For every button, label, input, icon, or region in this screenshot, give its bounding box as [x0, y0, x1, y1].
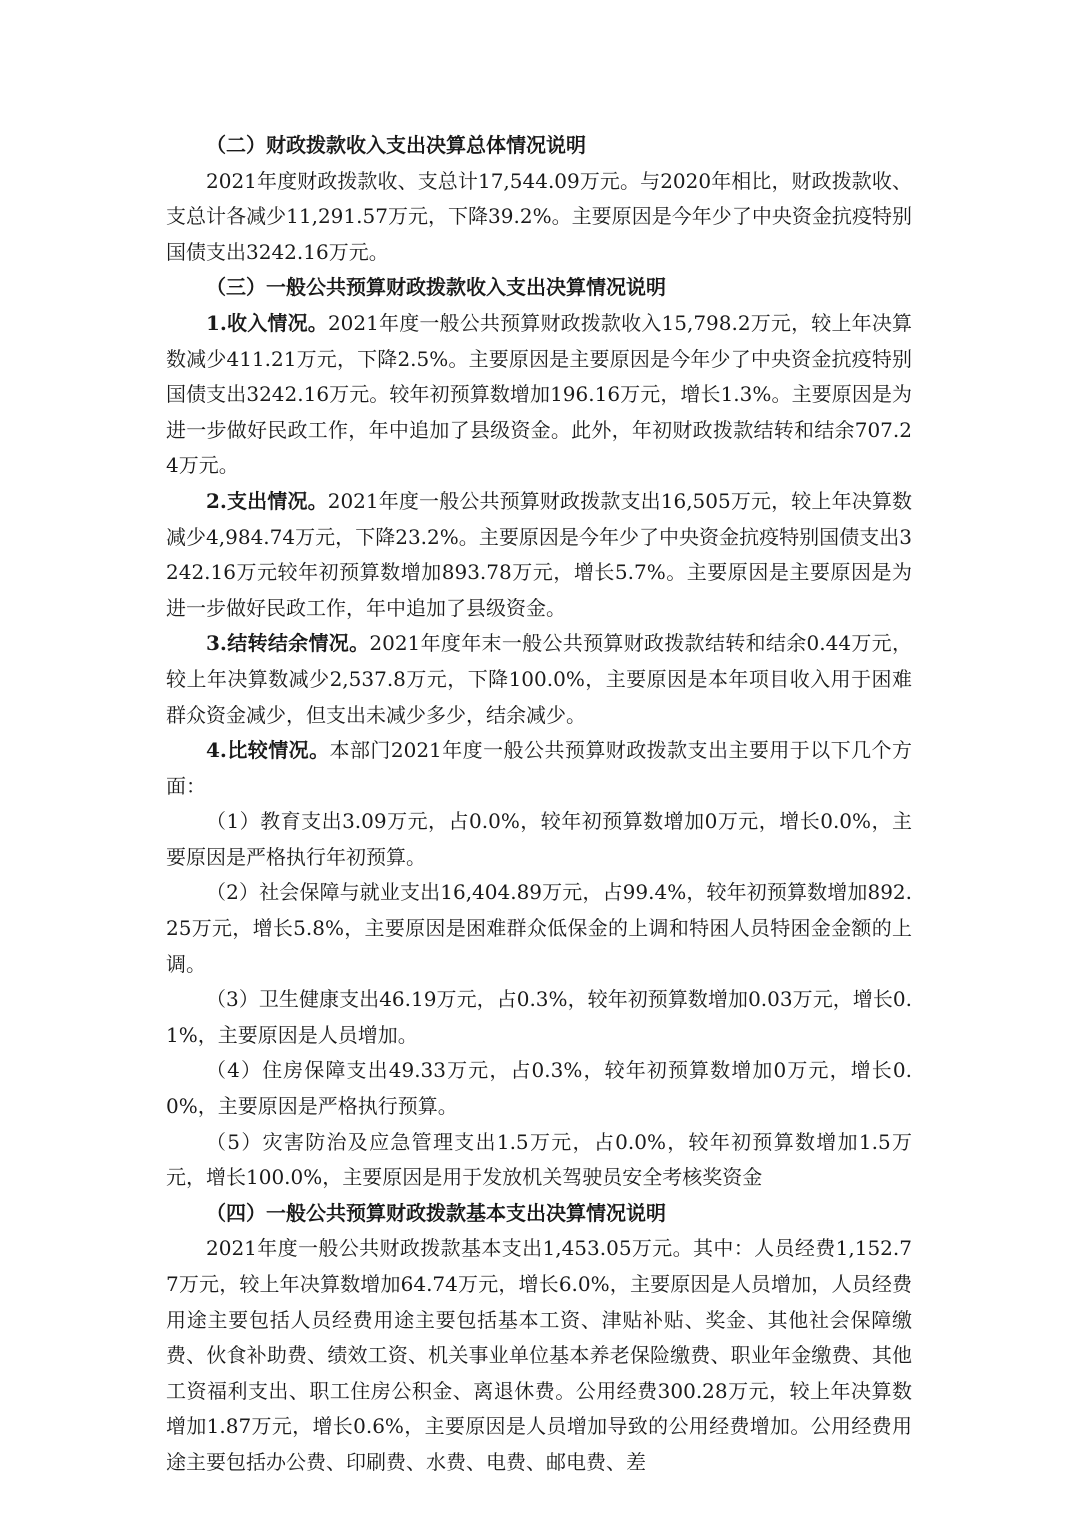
document-page — [166, 128, 912, 1481]
balance-text: 2021年度年末一般公共预算财政拨款结转和结余0.44万元，较上年决算数减少2,537.8万元，下降100.0%，主要原因是本年项目收入用于困难群众资金减少，但支出未减少多少，结余减少。 — [166, 631, 912, 727]
expenditure-text: 2021年度一般公共预算财政拨款支出16,505万元，较上年决算数减少4,984.74万元，下降23.2%。主要原因是今年少了中央资金抗疫特别国债支出3242.16万元较年初预算数增加893.78万元，增长5.7%。主要原因是主要原因是为进一步做好民政工作，年中追加了县级资金。 — [166, 488, 912, 620]
section-4-heading: （四）一般公共预算财政拨款基本支出决算情况说明 — [206, 1200, 666, 1225]
expenditure-lead: 2.支出情况。 — [206, 488, 328, 513]
section-2-heading: （二）财政拨款收入支出决算总体情况说明 — [206, 133, 586, 157]
sub-item-housing: （4）住房保障支出49.33万元，占0.3%，较年初预算数增加0万元，增长0.0%，主要原因是严格执行预算。 — [166, 1058, 912, 1119]
sub-item-disaster: （5）灾害防治及应急管理支出1.5万元，占0.0%，较年初预算数增加1.5万元，增长100.0%，主要原因是用于发放机关驾驶员安全考核奖资金 — [166, 1129, 912, 1190]
comparison-lead: 4.比较情况。 — [206, 738, 330, 763]
comparison-text: 本部门2021年度一般公共预算财政拨款支出主要用于以下几个方面： — [166, 738, 912, 798]
sub-item-education: （1）教育支出3.09万元，占0.0%，较年初预算数增加0万元，增长0.0%，主要原因是严格执行年初预算。 — [166, 809, 912, 869]
balance-paragraph — [166, 626, 912, 733]
sub-item-social-security: （2）社会保障与就业支出16,404.89万元，占99.4%，较年初预算数增加892.25万元，增长5.8%，主要原因是困难群众低保金的上调和特困人员特困金金额的上调。 — [166, 880, 912, 976]
section-3-heading: （三）一般公共预算财政拨款收入支出决算情况说明 — [206, 275, 666, 300]
income-paragraph — [166, 306, 912, 484]
income-text: 2021年度一般公共预算财政拨款收入15,798.2万元，较上年决算数减少411.21万元，下降2.5%。主要原因是主要原因是今年少了中央资金抗疫特别国债支出3242.16万元。较年初预算数增加196.16万元，增长1.3%。主要原因是为进一步做好民政工作，年中追加了县级资金。此外，年初财政拨款结转和结余707.24万元。 — [166, 310, 912, 478]
expenditure-paragraph — [166, 484, 912, 626]
comparison-paragraph — [166, 733, 912, 804]
section-4-body: 2021年度一般公共财政拨款基本支出1,453.05万元。其中：人员经费1,152.77万元，较上年决算数增加64.74万元，增长6.0%，主要原因是人员增加，人员经费用途主要包括人员经费用途主要包括基本工资、津贴补贴、奖金、其他社会保障缴费、伙食补助费、绩效工资、机关事业单位基本养老保险缴费、职业年金缴费、其他工资福利支出、职工住房公积金、离退休费。公用经费300.28万元，较上年决算数增加1.87万元，增长0.6%，主要原因是人员增加导致的公用经费增加。公用经费用途主要包括办公费、印刷费、水费、电费、邮电费、差 — [166, 1236, 912, 1474]
section-2-body: 2021年度财政拨款收、支总计17,544.09万元。与2020年相比，财政拨款收、支总计各减少11,291.57万元，下降39.2%。主要原因是今年少了中央资金抗疫特别国债支出3242.16万元。 — [166, 168, 912, 264]
balance-lead: 3.结转结余情况。 — [206, 631, 370, 656]
income-lead: 1.收入情况。 — [206, 310, 328, 335]
sub-item-health: （3）卫生健康支出46.19万元，占0.3%，较年初预算数增加0.03万元，增长0.1%，主要原因是人员增加。 — [166, 987, 912, 1047]
